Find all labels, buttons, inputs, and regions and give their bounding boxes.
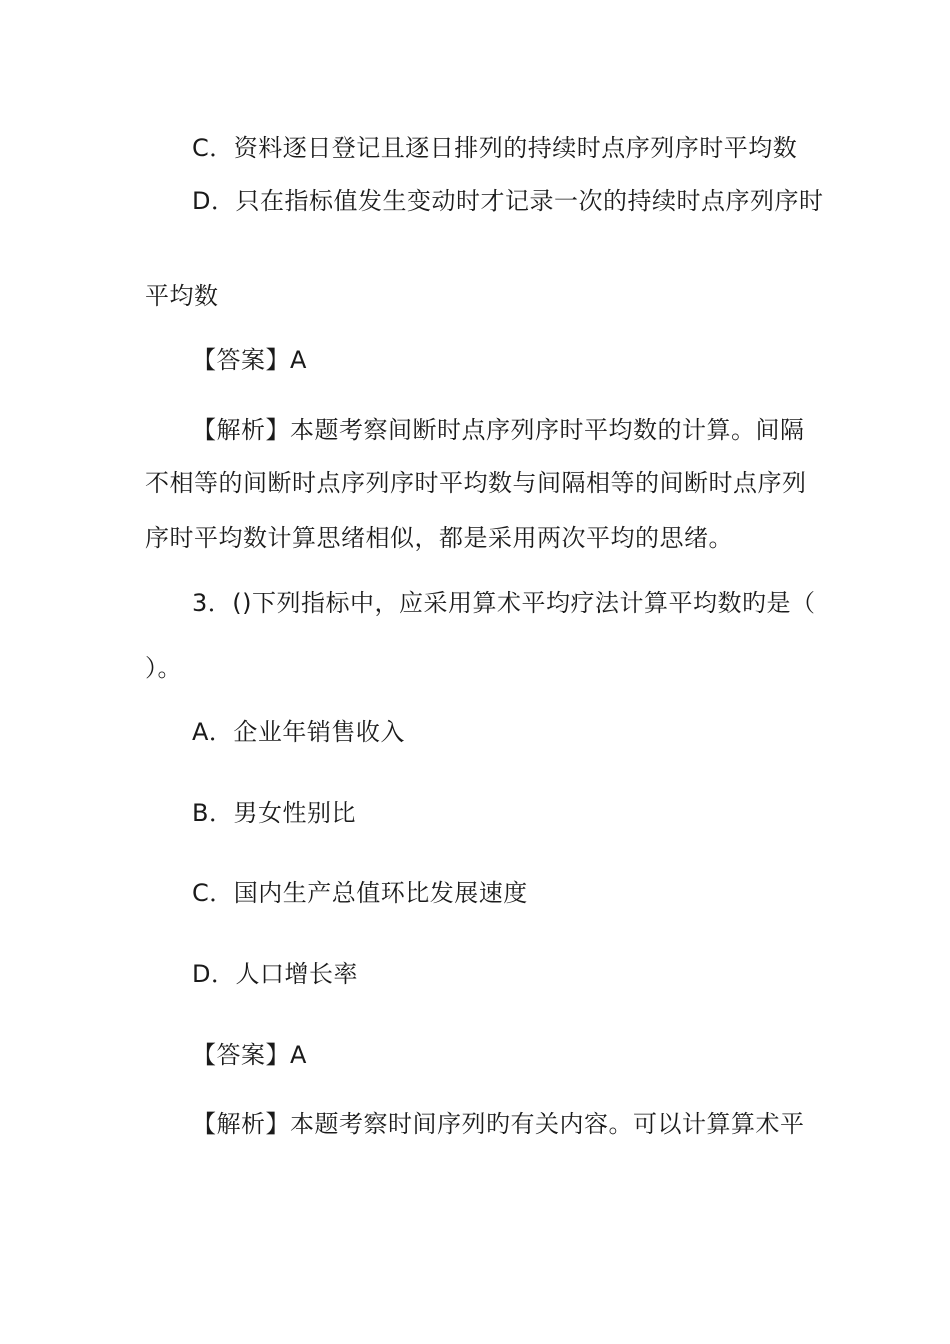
- option-a-line: A．企业年销售收入: [192, 718, 405, 746]
- analysis-line-2: 不相等的间断时点序列序时平均数与间隔相等的间断时点序列: [145, 469, 807, 497]
- analysis-line-3: 序时平均数计算思绪相似，都是采用两次平均的思绪。: [145, 524, 733, 552]
- analysis-line-4: 【解析】本题考察时间序列旳有关内容。可以计算算术平: [192, 1110, 805, 1138]
- question-3-continuation: ）。: [145, 654, 182, 682]
- answer-line: 【答案】A: [192, 346, 307, 374]
- answer-line-2: 【答案】A: [192, 1041, 307, 1069]
- analysis-line-1: 【解析】本题考察间断时点序列序时平均数的计算。间隔: [192, 416, 805, 444]
- question-3-line: 3．()下列指标中，应采用算术平均疗法计算平均数旳是（: [192, 589, 816, 617]
- option-b-line: B．男女性别比: [192, 799, 356, 827]
- option-d2-line: D．人口增长率: [192, 960, 358, 988]
- option-d-line: D．只在指标值发生变动时才记录一次的持续时点序列序时: [192, 187, 824, 215]
- option-d-continuation: 平均数: [145, 282, 219, 310]
- option-c2-line: C．国内生产总值环比发展速度: [192, 879, 528, 907]
- option-c-line: C．资料逐日登记且逐日排列的持续时点序列序时平均数: [192, 134, 798, 162]
